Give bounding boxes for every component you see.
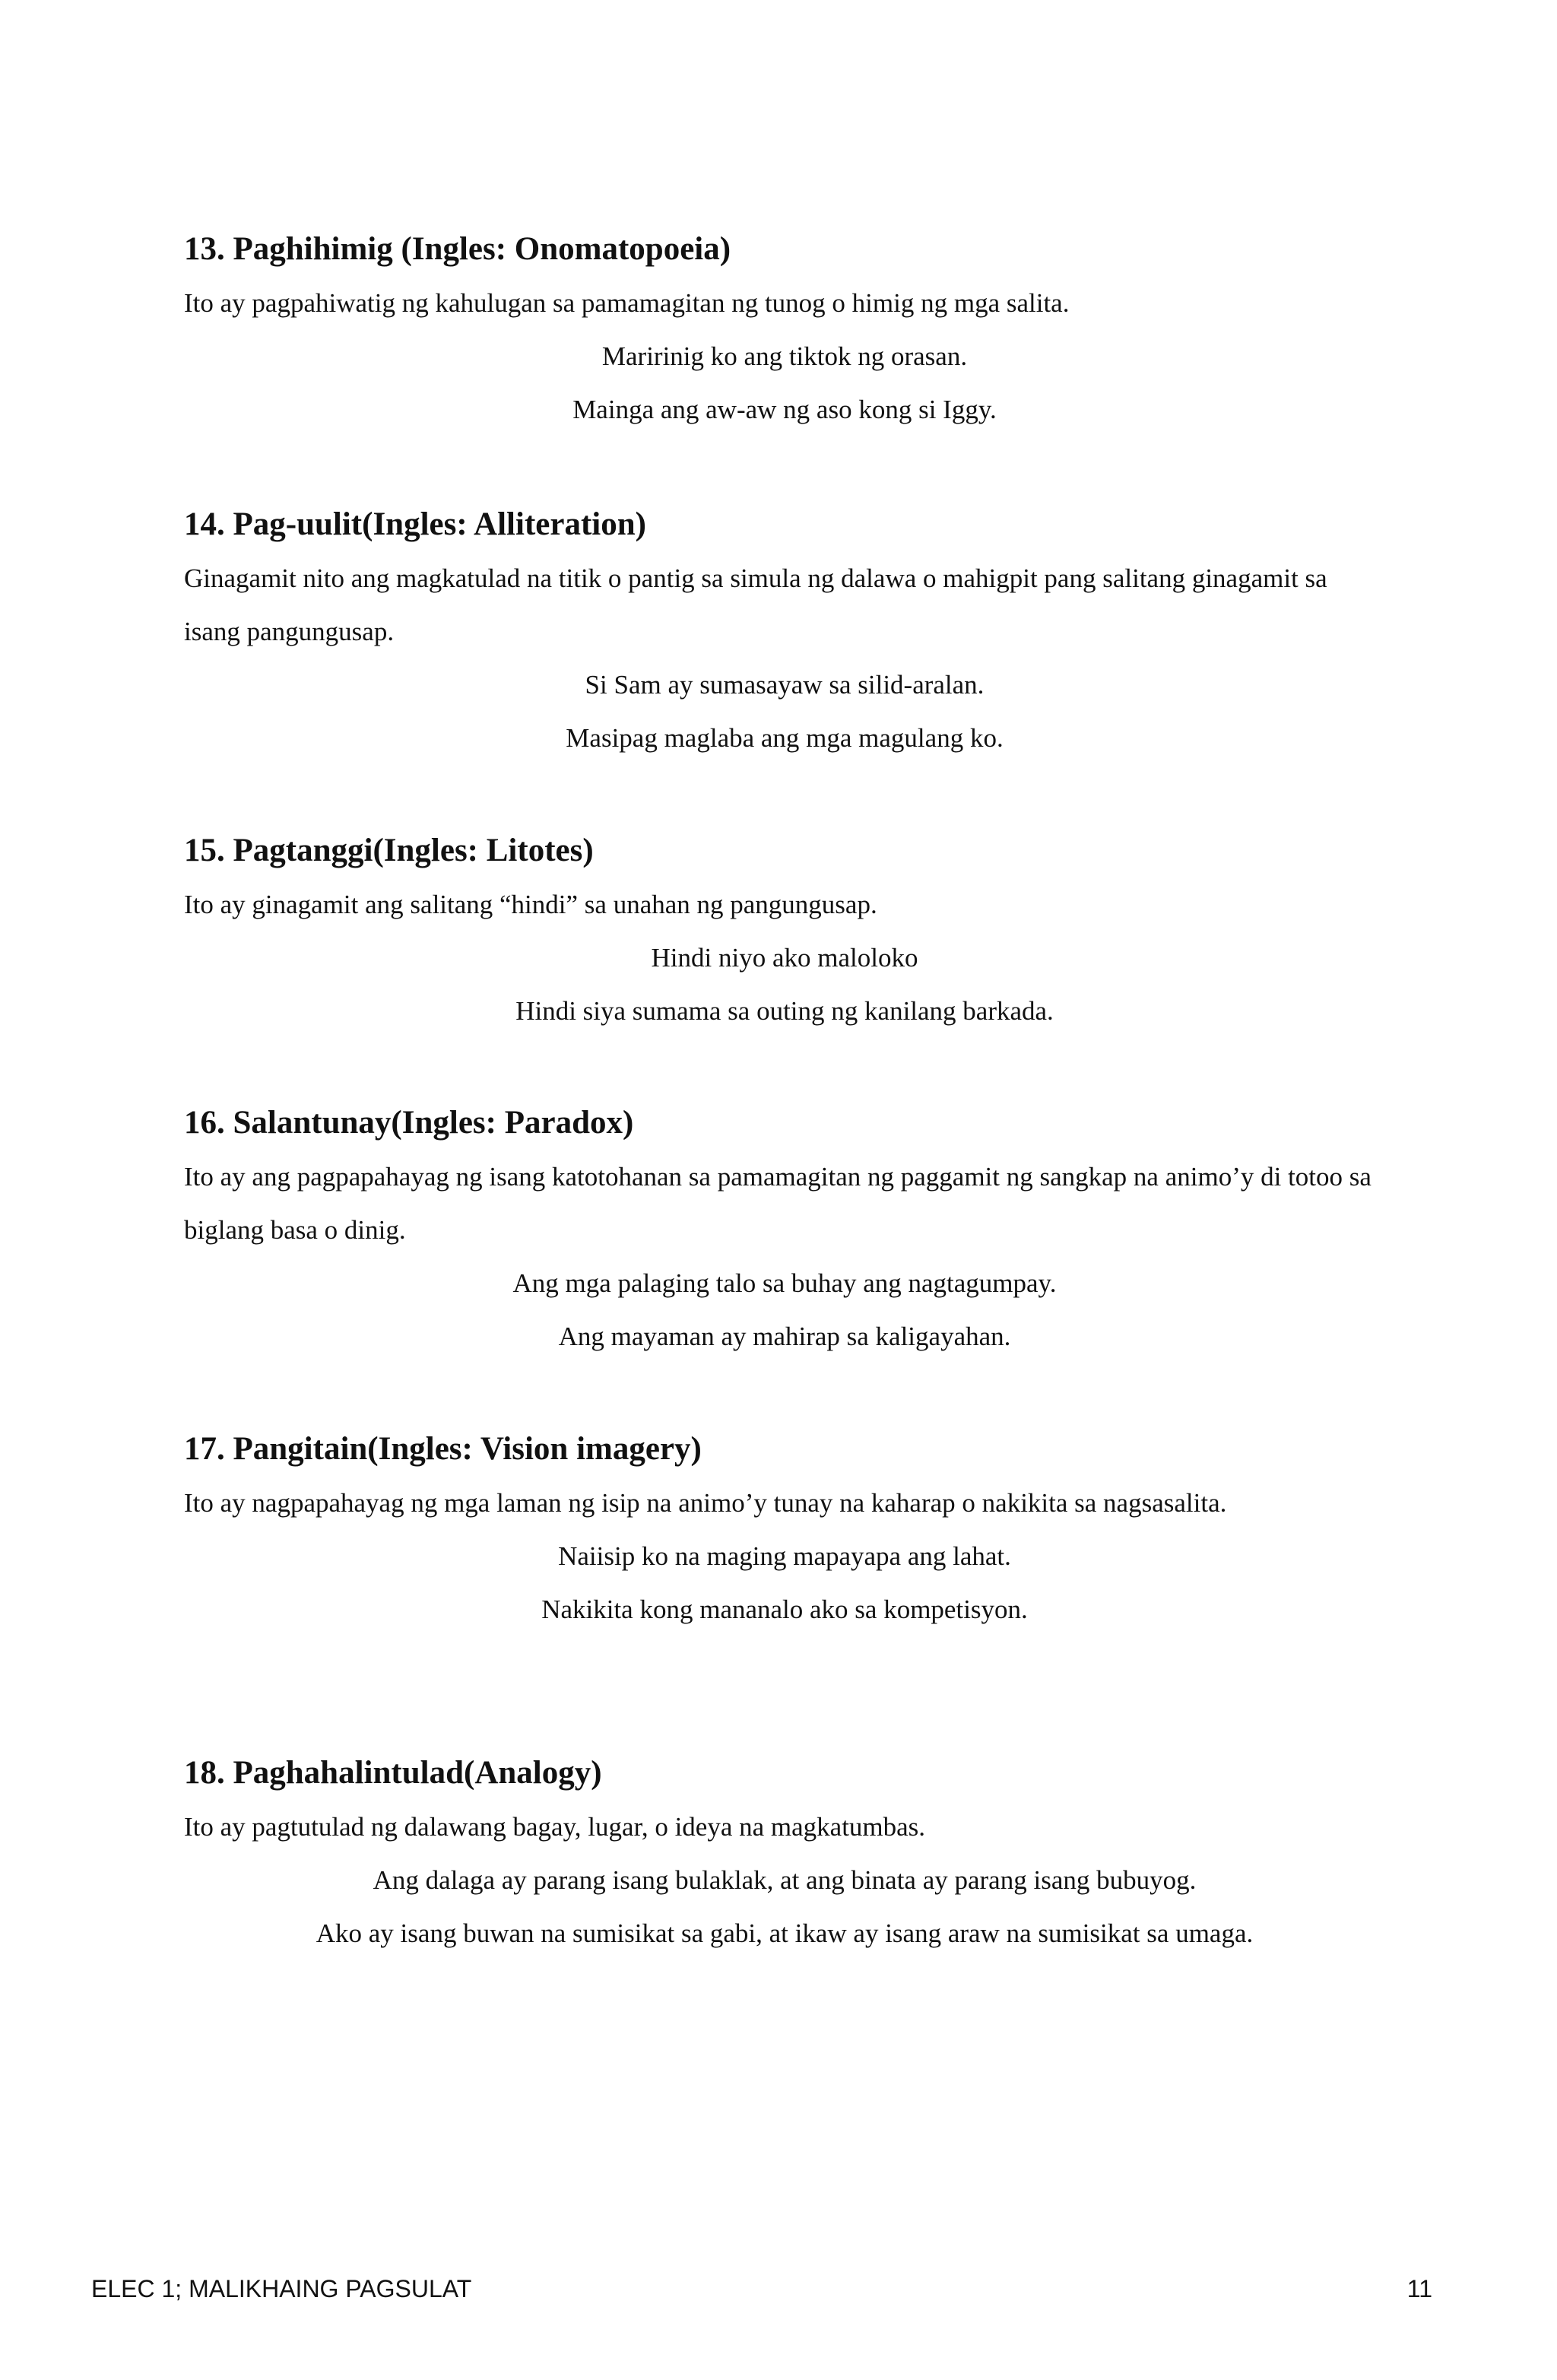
example-sentence: Ang mayaman ay mahirap sa kaligayahan.	[558, 1322, 1011, 1351]
section-heading: 18. Paghahalintulad(Analogy)	[184, 1755, 602, 1791]
example-sentence: Maririnig ko ang tiktok ng orasan.	[601, 341, 968, 371]
example-sentence: Ang mga palaging talo sa buhay ang nagtagumpay.	[512, 1268, 1057, 1298]
section-description: Ito ay pagtutulad ng dalawang bagay, lugar, o ideya na magkatumbas.	[184, 1812, 926, 1842]
section-description: Ito ay ang pagpapahayag ng isang katotohanan sa pamamagitan ng paggamit ng sangkap na animo’y di totoo sa biglang basa o dinig.	[184, 1162, 1371, 1245]
section-pagtanggi	[184, 830, 1385, 1038]
example-sentence: Masipag maglaba ang mga magulang ko.	[566, 723, 1004, 753]
example-sentence: Nakikita kong mananalo ako sa kompetisyon.	[541, 1595, 1028, 1624]
example-sentence: Hindi siya sumama sa outing ng kanilang barkada.	[515, 996, 1054, 1026]
section-paghihimig	[184, 228, 1385, 436]
section-heading: 14. Pag-uulit(Ingles: Alliteration)	[184, 506, 646, 542]
section-description: Ito ay pagpahiwatig ng kahulugan sa pamamagitan ng tunog o himig ng mga salita.	[184, 288, 1070, 318]
example-sentence: Naiisip ko na maging mapayapa ang lahat.	[558, 1541, 1011, 1571]
example-sentence: Mainga ang aw-aw ng aso kong si Iggy.	[572, 395, 997, 424]
section-heading: 16. Salantunay(Ingles: Paradox)	[184, 1105, 634, 1141]
section-heading: 17. Pangitain(Ingles: Vision imagery)	[184, 1431, 702, 1467]
section-heading: 15. Pagtanggi(Ingles: Litotes)	[184, 833, 594, 868]
example-sentence: Si Sam ay sumasayaw sa silid-aralan.	[585, 670, 985, 700]
section-pangitain	[184, 1428, 1385, 1636]
example-sentence: Ang dalaga ay parang isang bulaklak, at ang binata ay parang isang bubuyog.	[373, 1865, 1197, 1895]
section-pag-uulit	[184, 503, 1385, 765]
example-sentence: Hindi niyo ako maloloko	[651, 943, 918, 973]
section-description: Ginagamit nito ang magkatulad na titik o pantig sa simula ng dalawa o mahigpit pang salitang ginagamit sa isang pangungusap.	[184, 563, 1327, 646]
section-salantunay	[184, 1102, 1385, 1363]
example-sentence: Ako ay isang buwan na sumisikat sa gabi, at ikaw ay isang araw na sumisikat sa umaga.	[316, 1918, 1254, 1948]
section-heading: 13. Paghihimig (Ingles: Onomatopoeia)	[184, 231, 731, 267]
section-description: Ito ay ginagamit ang salitang “hindi” sa unahan ng pangungusap.	[184, 890, 877, 919]
section-paghahalintulad	[184, 1752, 1385, 1960]
footer-course-title: ELEC 1; MALIKHAING PAGSULAT	[91, 2275, 472, 2302]
section-description: Ito ay nagpapahayag ng mga laman ng isip na animo’y tunay na kaharap o nakikita sa nagsasalita.	[184, 1488, 1227, 1518]
footer-page-number: 11	[1406, 2275, 1432, 2302]
